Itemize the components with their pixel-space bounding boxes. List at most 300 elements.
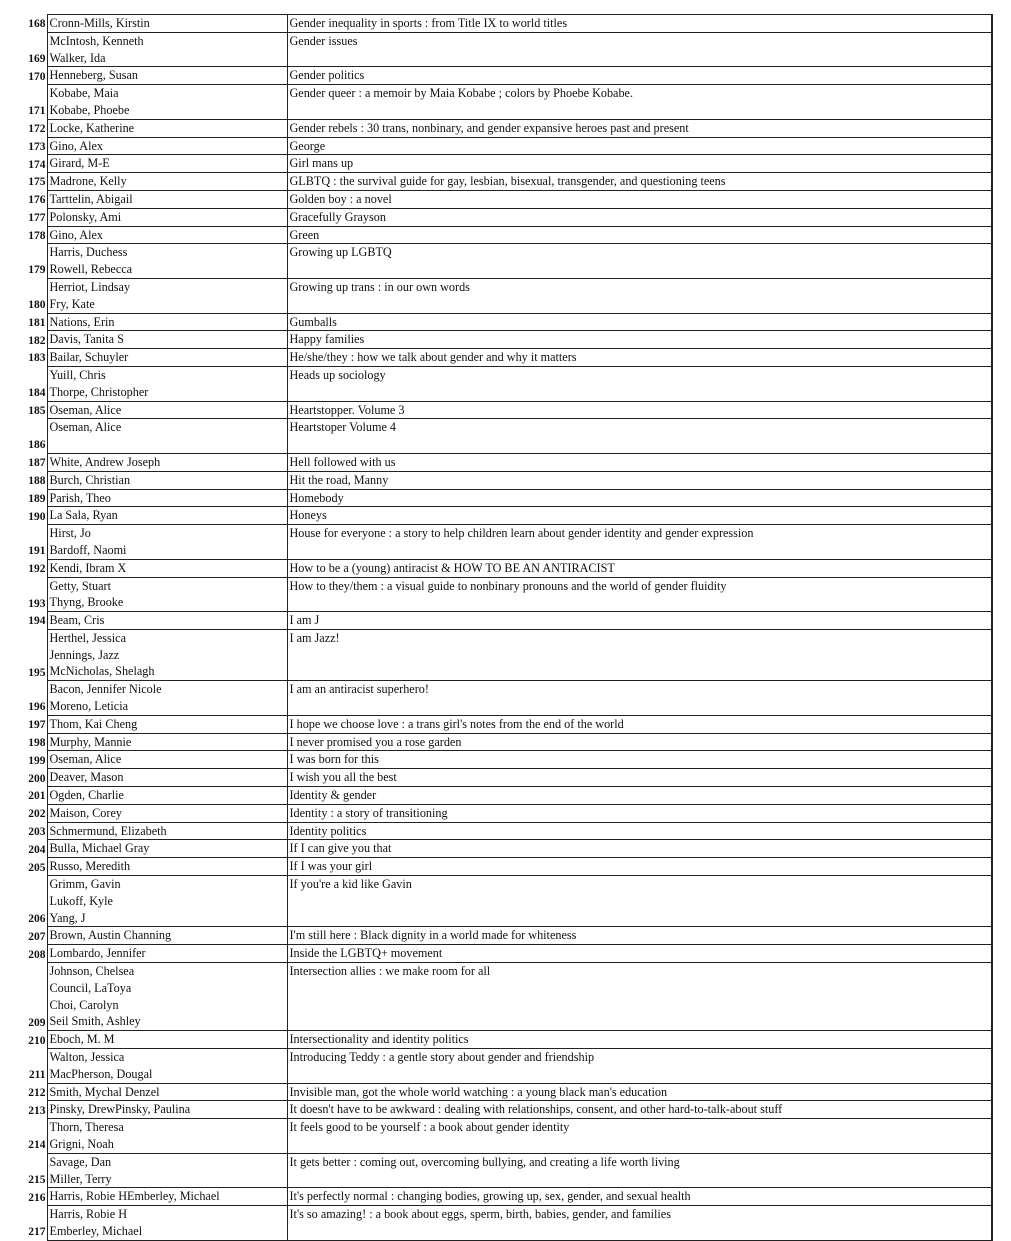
row-number: 179 [28, 264, 46, 277]
author-cell [47, 331, 287, 349]
title-cell [287, 733, 992, 751]
author-name: Gino, Alex [49, 138, 103, 153]
title-cell [287, 804, 992, 822]
title-cell [287, 927, 992, 945]
author-name: Eboch, M. M [49, 1032, 115, 1047]
row-number: 211 [28, 1069, 46, 1082]
title-cell [287, 681, 992, 716]
book-title: George [289, 138, 326, 153]
row-number: 197 [28, 719, 46, 732]
title-cell [287, 858, 992, 876]
title-cell [287, 1188, 992, 1206]
book-title: I am J [289, 613, 320, 628]
author-name: Fry, Kate [49, 296, 95, 311]
table-row [10, 733, 992, 751]
table-row [10, 244, 992, 279]
author-cell [47, 927, 287, 945]
author-name: Emberley, Michael [49, 1223, 143, 1238]
author-name: White, Andrew Joseph [49, 454, 161, 469]
title-cell [287, 769, 992, 787]
table-row [10, 507, 992, 525]
table-row [10, 629, 992, 680]
title-cell [287, 119, 992, 137]
author-name: Henneberg, Susan [49, 68, 138, 83]
author-name: Tarttelin, Abigail [49, 191, 133, 206]
author-name: Gino, Alex [49, 227, 103, 242]
author-cell [47, 349, 287, 367]
author-cell [47, 32, 287, 67]
table-row [10, 419, 992, 454]
table-row [10, 32, 992, 67]
table-row [10, 769, 992, 787]
author-name: Madrone, Kelly [49, 174, 127, 189]
title-cell [287, 629, 992, 680]
table-row [10, 226, 992, 244]
title-cell [287, 15, 992, 33]
book-title: It feels good to be yourself : a book about gender identity [289, 1120, 570, 1135]
author-name: Schmermund, Elizabeth [49, 823, 167, 838]
table-row [10, 1188, 992, 1206]
table-row [10, 927, 992, 945]
author-name: Polonsky, Ami [49, 209, 122, 224]
row-number: 183 [28, 352, 46, 365]
book-title: Gender rebels : 30 trans, nonbinary, and gender expansive heroes past and present [289, 120, 689, 135]
table-row [10, 858, 992, 876]
author-name: La Sala, Ryan [49, 508, 118, 523]
author-cell [47, 67, 287, 85]
title-cell [287, 963, 992, 1031]
table-row [10, 876, 992, 927]
row-number: 213 [28, 1104, 46, 1117]
book-title: I am an antiracist superhero! [289, 682, 429, 697]
author-cell [47, 313, 287, 331]
author-name: Lukoff, Kyle [49, 893, 113, 908]
book-title: I hope we choose love : a trans girl's notes from the end of the world [289, 716, 624, 731]
author-cell [47, 190, 287, 208]
table-row [10, 1031, 992, 1049]
author-name: Savage, Dan [49, 1154, 112, 1169]
row-number: 170 [28, 70, 46, 83]
book-title: Gender inequality in sports : from Title IX to world titles [289, 16, 568, 30]
row-number: 193 [28, 597, 46, 610]
book-title: Identity & gender [289, 788, 377, 803]
row-number: 171 [28, 105, 46, 118]
row-number: 191 [28, 545, 46, 558]
table-row [10, 67, 992, 85]
title-cell [287, 1206, 992, 1241]
book-title: Gender queer : a memoir by Maia Kobabe ; colors by Phoebe Kobabe. [289, 86, 634, 101]
table-row [10, 155, 992, 173]
book-title: If I can give you that [289, 841, 392, 856]
row-number: 217 [28, 1226, 46, 1239]
title-cell [287, 419, 992, 454]
book-title: Homebody [289, 490, 344, 505]
author-cell [47, 733, 287, 751]
table-row [10, 137, 992, 155]
title-cell [287, 945, 992, 963]
book-title: Growing up LGBTQ [289, 245, 392, 260]
row-number: 177 [28, 212, 46, 225]
title-cell [287, 313, 992, 331]
author-cell [47, 612, 287, 630]
table-row [10, 525, 992, 560]
book-title: Hit the road, Manny [289, 472, 389, 487]
author-name: Yuill, Chris [49, 367, 106, 382]
author-cell [47, 119, 287, 137]
row-number: 192 [28, 563, 46, 575]
table-row [10, 471, 992, 489]
book-title: Hell followed with us [289, 454, 396, 469]
author-cell [47, 751, 287, 769]
author-name: Cronn-Mills, Kirstin [49, 16, 150, 30]
author-cell [47, 471, 287, 489]
book-list-body [10, 15, 992, 1241]
author-name: Walton, Jessica [49, 1050, 125, 1065]
author-cell [47, 1031, 287, 1049]
row-number: 186 [28, 439, 46, 452]
author-name: Bulla, Michael Gray [49, 841, 150, 856]
author-name: Johnson, Chelsea [49, 964, 135, 979]
book-title: Golden boy : a novel [289, 191, 392, 206]
book-title: He/she/they : how we talk about gender and why it matters [289, 350, 577, 365]
row-number: 168 [28, 18, 46, 31]
author-name: Herthel, Jessica [49, 630, 126, 645]
author-cell [47, 769, 287, 787]
author-name: Bardoff, Naomi [49, 542, 127, 557]
title-cell [287, 751, 992, 769]
author-name: Thom, Kai Cheng [49, 716, 138, 731]
row-number: 172 [28, 123, 46, 136]
title-cell [287, 715, 992, 733]
row-number: 194 [28, 615, 46, 628]
author-name: Jennings, Jazz [49, 647, 120, 662]
row-number: 182 [28, 334, 46, 347]
author-name: Russo, Meredith [49, 859, 131, 874]
row-number: 200 [28, 772, 46, 785]
author-name: Oseman, Alice [49, 420, 122, 435]
title-cell [287, 349, 992, 367]
author-name: Nations, Erin [49, 314, 115, 329]
author-cell [47, 15, 287, 33]
author-name: McIntosh, Kenneth [49, 33, 144, 48]
table-row [10, 751, 992, 769]
author-cell [47, 681, 287, 716]
author-name: Harris, Robie HEmberley, Michael [49, 1189, 220, 1204]
title-cell [287, 577, 992, 612]
row-number: 178 [28, 229, 46, 242]
title-cell [287, 612, 992, 630]
title-cell [287, 1083, 992, 1101]
author-name: Oseman, Alice [49, 752, 122, 767]
book-title: Girl mans up [289, 156, 354, 171]
title-cell [287, 507, 992, 525]
author-name: Deaver, Mason [49, 770, 124, 785]
title-cell [287, 278, 992, 313]
title-cell [287, 366, 992, 401]
author-cell [47, 419, 287, 454]
author-name: Choi, Carolyn [49, 997, 119, 1012]
title-cell [287, 1031, 992, 1049]
book-title: It's so amazing! : a book about eggs, sperm, birth, babies, gender, and families [289, 1207, 671, 1222]
author-cell [47, 876, 287, 927]
book-title: How to they/them : a visual guide to nonbinary pronouns and the world of gender fluidity [289, 578, 727, 593]
author-name: McNicholas, Shelagh [49, 664, 155, 679]
author-name: Seil Smith, Ashley [49, 1014, 141, 1029]
row-number: 216 [28, 1191, 46, 1204]
book-title: How to be a (young) antiracist & HOW TO BE AN ANTIRACIST [289, 560, 615, 575]
author-name: Herriot, Lindsay [49, 279, 131, 294]
table-row [10, 453, 992, 471]
row-number: 174 [28, 158, 46, 171]
row-number: 181 [28, 316, 46, 329]
author-cell [47, 525, 287, 560]
author-name: Kendi, Ibram X [49, 560, 127, 575]
author-cell [47, 1083, 287, 1101]
book-title: Intersectionality and identity politics [289, 1032, 469, 1047]
book-title: I'm still here : Black dignity in a world made for whiteness [289, 928, 577, 943]
title-cell [287, 137, 992, 155]
title-cell [287, 471, 992, 489]
table-row [10, 331, 992, 349]
author-cell [47, 155, 287, 173]
author-cell [47, 629, 287, 680]
title-cell [287, 226, 992, 244]
title-cell [287, 1101, 992, 1119]
row-number: 189 [28, 492, 46, 505]
table-row [10, 1119, 992, 1154]
author-name: Ogden, Charlie [49, 788, 124, 803]
row-number: 201 [28, 790, 46, 803]
title-cell [287, 525, 992, 560]
author-cell [47, 173, 287, 191]
author-name: Brown, Austin Channing [49, 928, 172, 943]
table-row [10, 366, 992, 401]
author-name: Girard, M-E [49, 156, 110, 171]
book-title: Honeys [289, 508, 327, 523]
title-cell [287, 155, 992, 173]
author-name [50, 436, 285, 453]
row-number: 190 [28, 510, 46, 523]
table-row [10, 208, 992, 226]
author-name: Murphy, Mannie [49, 734, 132, 749]
title-cell [287, 401, 992, 419]
author-name: Thyng, Brooke [49, 595, 124, 610]
table-row [10, 559, 992, 577]
author-name: Thorpe, Christopher [49, 384, 149, 399]
author-cell [47, 244, 287, 279]
table-row [10, 349, 992, 367]
author-name: Kobabe, Phoebe [49, 102, 130, 117]
author-name: Yang, J [49, 910, 86, 925]
author-cell [47, 1119, 287, 1154]
table-row [10, 489, 992, 507]
book-title: Gender issues [289, 33, 358, 48]
author-name: Bailar, Schuyler [49, 350, 129, 365]
book-title: Heads up sociology [289, 367, 386, 382]
author-name: Lombardo, Jennifer [49, 946, 146, 961]
row-number: 199 [28, 754, 46, 767]
book-title: GLBTQ : the survival guide for gay, lesbian, bisexual, transgender, and questioning teens [289, 174, 726, 189]
row-number: 214 [28, 1139, 46, 1152]
author-name: Davis, Tanita S [49, 332, 124, 347]
title-cell [287, 1049, 992, 1084]
table-row [10, 840, 992, 858]
book-title: Intersection allies : we make room for all [289, 964, 491, 979]
row-number: 176 [28, 194, 46, 207]
book-title: Heartstopper. Volume 3 [289, 402, 405, 417]
book-title: Invisible man, got the whole world watching : a young black man's education [289, 1084, 668, 1099]
table-row [10, 173, 992, 191]
row-number: 180 [28, 299, 46, 312]
book-title: I was born for this [289, 752, 379, 767]
author-cell [47, 507, 287, 525]
author-name: Grigni, Noah [49, 1137, 114, 1151]
author-name: Beam, Cris [49, 613, 105, 628]
author-name: Miller, Terry [49, 1171, 112, 1186]
table-row [10, 1153, 992, 1188]
title-cell [287, 489, 992, 507]
book-title: Heartstoper Volume 4 [289, 420, 397, 435]
title-cell [287, 32, 992, 67]
author-name: Harris, Robie H [49, 1207, 128, 1222]
author-cell [47, 401, 287, 419]
table-row [10, 401, 992, 419]
book-title: It's perfectly normal : changing bodies, growing up, sex, gender, and sexual health [289, 1189, 691, 1204]
book-title: If I was your girl [289, 859, 373, 874]
title-cell [287, 822, 992, 840]
author-cell [47, 137, 287, 155]
author-cell [47, 1188, 287, 1206]
title-cell [287, 331, 992, 349]
book-title: If you're a kid like Gavin [289, 877, 412, 892]
row-number: 195 [28, 666, 46, 679]
author-name: Locke, Katherine [49, 120, 135, 135]
title-cell [287, 1119, 992, 1154]
book-title: Growing up trans : in our own words [289, 279, 470, 294]
table-row [10, 681, 992, 716]
row-number: 187 [28, 457, 46, 470]
table-row [10, 577, 992, 612]
title-cell [287, 1153, 992, 1188]
author-cell [47, 226, 287, 244]
author-cell [47, 366, 287, 401]
row-number: 175 [28, 176, 46, 189]
row-number: 202 [28, 808, 46, 821]
book-title: Identity politics [289, 823, 367, 838]
row-number: 203 [28, 825, 46, 838]
author-cell [47, 945, 287, 963]
row-number: 209 [28, 1016, 46, 1029]
author-cell [47, 963, 287, 1031]
row-number: 169 [28, 52, 46, 65]
book-title: Gracefully Grayson [289, 209, 386, 224]
author-cell [47, 715, 287, 733]
title-cell [287, 787, 992, 805]
title-cell [287, 67, 992, 85]
row-number: 215 [28, 1173, 46, 1186]
author-name: Pinsky, DrewPinsky, Paulina [49, 1102, 191, 1117]
row-number: 188 [28, 475, 46, 488]
author-name: Bacon, Jennifer Nicole [49, 682, 162, 697]
table-row [10, 119, 992, 137]
author-cell [47, 822, 287, 840]
title-cell [287, 559, 992, 577]
table-row [10, 85, 992, 120]
author-name: Thorn, Theresa [49, 1120, 124, 1135]
table-row [10, 15, 992, 33]
author-cell [47, 577, 287, 612]
book-title: Green [289, 227, 320, 242]
row-number: 198 [28, 736, 46, 749]
table-row [10, 1049, 992, 1084]
title-cell [287, 453, 992, 471]
title-cell [287, 173, 992, 191]
book-title: I wish you all the best [289, 770, 397, 785]
author-cell [47, 840, 287, 858]
row-number: 173 [28, 140, 46, 153]
book-title: Happy families [289, 332, 365, 347]
table-row [10, 804, 992, 822]
book-title: Gumballs [289, 314, 337, 329]
book-title: Gender politics [289, 68, 365, 83]
row-number: 185 [28, 404, 46, 417]
row-number: 204 [28, 843, 46, 856]
row-number: 210 [28, 1034, 46, 1047]
table-row [10, 715, 992, 733]
book-list-table [10, 14, 993, 1241]
author-cell [47, 559, 287, 577]
author-name: Walker, Ida [49, 50, 106, 65]
table-row [10, 1206, 992, 1241]
title-cell [287, 876, 992, 927]
row-number: 196 [28, 701, 46, 714]
row-number: 184 [28, 387, 46, 400]
author-name: Rowell, Rebecca [49, 262, 133, 277]
author-name: Oseman, Alice [49, 402, 122, 417]
author-name: Council, LaToya [49, 980, 132, 995]
table-row [10, 1101, 992, 1119]
table-row [10, 278, 992, 313]
row-number: 205 [28, 861, 46, 874]
author-cell [47, 453, 287, 471]
author-name: Kobabe, Maia [49, 86, 119, 101]
author-cell [47, 787, 287, 805]
title-cell [287, 208, 992, 226]
book-title: House for everyone : a story to help children learn about gender identity and gender expression [289, 526, 754, 541]
row-number: 212 [28, 1086, 46, 1099]
author-cell [47, 1206, 287, 1241]
author-name: Smith, Mychal Denzel [49, 1084, 160, 1099]
book-title: Inside the LGBTQ+ movement [289, 946, 443, 961]
row-number: 208 [28, 948, 46, 961]
book-title: I am Jazz! [289, 630, 340, 645]
author-cell [47, 1153, 287, 1188]
title-cell [287, 840, 992, 858]
author-cell [47, 278, 287, 313]
table-row [10, 787, 992, 805]
author-cell [47, 804, 287, 822]
author-name: Getty, Stuart [49, 578, 111, 593]
book-title: It doesn't have to be awkward : dealing with relationships, consent, and other hard-to-talk-about stuff [289, 1102, 783, 1117]
author-name: Moreno, Leticia [49, 699, 129, 714]
book-title: It gets better : coming out, overcoming bullying, and creating a life worth living [289, 1154, 680, 1169]
author-name: Maison, Corey [49, 805, 122, 820]
author-cell [47, 1049, 287, 1084]
author-cell [47, 489, 287, 507]
author-cell [47, 208, 287, 226]
title-cell [287, 85, 992, 120]
author-name: Grimm, Gavin [49, 877, 121, 892]
